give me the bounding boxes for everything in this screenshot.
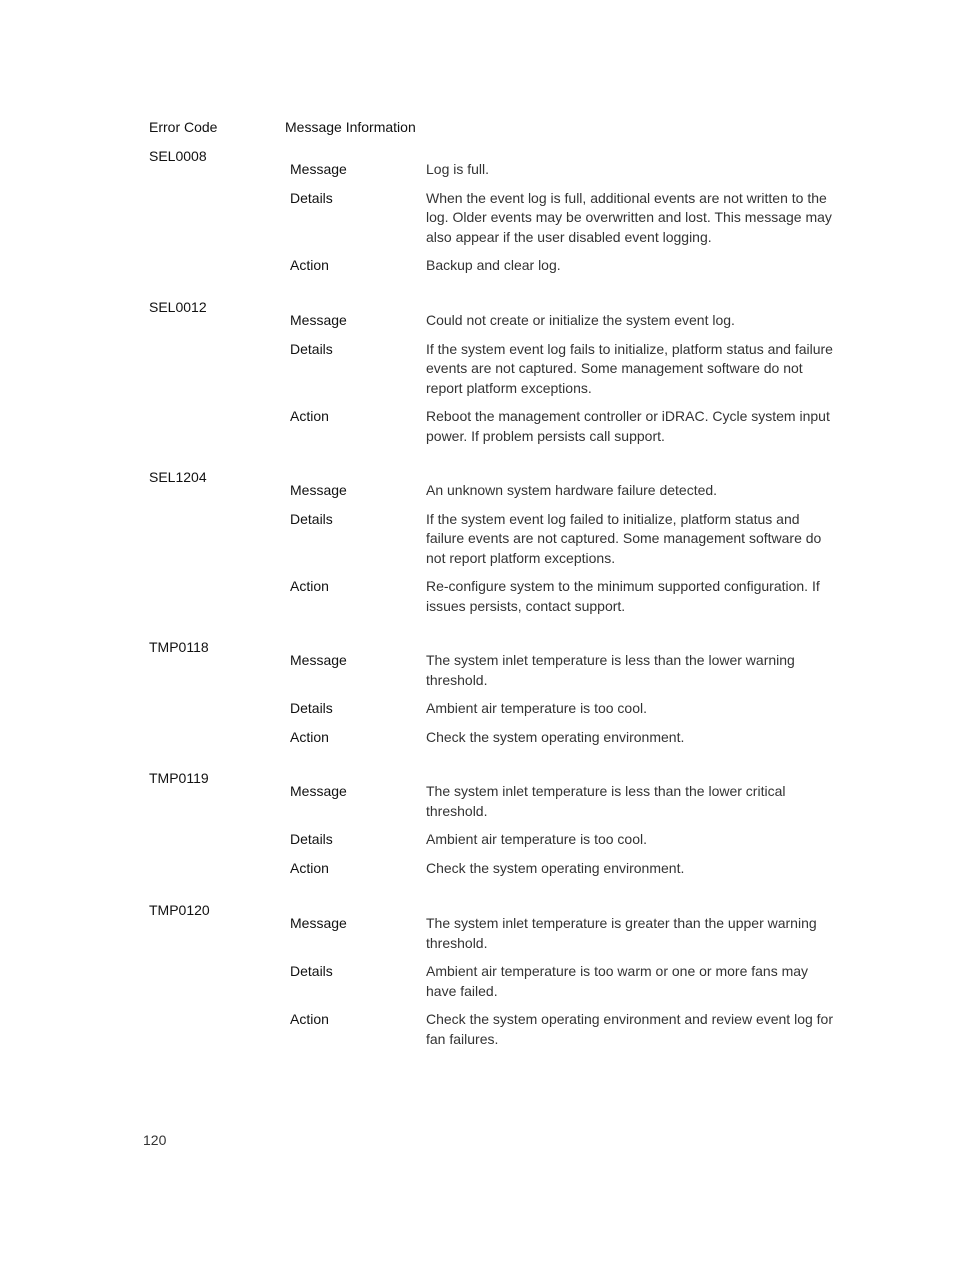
action-text: Reboot the management controller or iDRAC. Cycle system input power. If problem persists call support. [426,408,830,444]
table-header [0,119,954,139]
action-text: Re-configure system to the minimum supported configuration. If issues persists, contact support. [426,578,820,614]
error-code-header: Error Code [149,119,218,135]
details-text: If the system event log failed to initialize, platform status and failure events are not captured. Some management software do not report platform exceptions. [426,510,822,566]
message-text: The system inlet temperature is greater than the upper warning threshold. [426,915,817,951]
details-label: Details [290,340,333,357]
entry-details [290,782,835,887]
error-code: TMP0120 [149,902,210,918]
entry-details [290,481,835,625]
message-text: An unknown system hardware failure detected. [426,482,718,498]
details-label: Details [290,831,333,847]
message-text: The system inlet temperature is less than the lower critical threshold. [426,783,786,819]
action-row [290,728,835,748]
message-label: Message [290,915,347,931]
action-label: Action [290,257,329,273]
message-label: Message [290,482,347,498]
details-text: If the system event log fails to initialize, platform status and failure events are not captured. Some management software do not report platform exceptions. [426,340,833,396]
details-row [290,189,835,248]
message-label: Message [290,783,347,799]
message-row [290,160,835,180]
message-label: Message [290,312,347,328]
page-number: 120 [143,1132,167,1148]
message-row [290,914,835,953]
message-information-header: Message Information [285,119,416,135]
error-code: SEL0008 [149,148,207,164]
details-text: Ambient air temperature is too warm or one or more fans may have failed. [426,963,809,999]
message-text: Log is full. [426,161,490,177]
message-text: Could not create or initialize the system event log. [426,312,735,328]
details-label: Details [290,189,333,206]
message-row [290,651,835,690]
details-row [290,830,835,850]
message-row [290,311,835,331]
action-row [290,859,835,879]
action-row [290,407,835,446]
message-row [290,481,835,501]
message-label: Message [290,161,347,177]
action-row [290,256,835,276]
entry-details [290,311,835,455]
details-text: Ambient air temperature is too cool. [426,700,647,716]
details-row [290,699,835,719]
error-code: SEL1204 [149,469,207,485]
action-label: Action [290,408,329,424]
details-text: When the event log is full, additional events are not written to the log. Older events may be overwritten and lost. This message may also appear if the user disabled event logging. [426,189,832,245]
action-row [290,577,835,616]
entry-details [290,914,835,1058]
details-text: Ambient air temperature is too cool. [426,831,647,847]
action-label: Action [290,578,329,594]
message-text: The system inlet temperature is less than the lower warning threshold. [426,652,795,688]
action-label: Action [290,1011,329,1027]
entry-details [290,160,835,285]
action-label: Action [290,859,329,876]
details-label: Details [290,963,333,979]
action-text: Check the system operating environment. [426,859,685,876]
error-code: SEL0012 [149,299,207,315]
details-row [290,962,835,1001]
entry-details [290,651,835,756]
error-code: TMP0119 [149,770,209,786]
action-label: Action [290,728,329,745]
error-code: TMP0118 [149,639,209,655]
message-row [290,782,835,821]
action-text: Check the system operating environment. [426,728,685,745]
action-row [290,1010,835,1049]
details-row [290,340,835,399]
details-row [290,510,835,569]
details-label: Details [290,510,333,527]
action-text: Check the system operating environment and review event log for fan failures. [426,1011,833,1047]
action-text: Backup and clear log. [426,257,561,273]
details-label: Details [290,700,333,716]
message-label: Message [290,652,347,668]
